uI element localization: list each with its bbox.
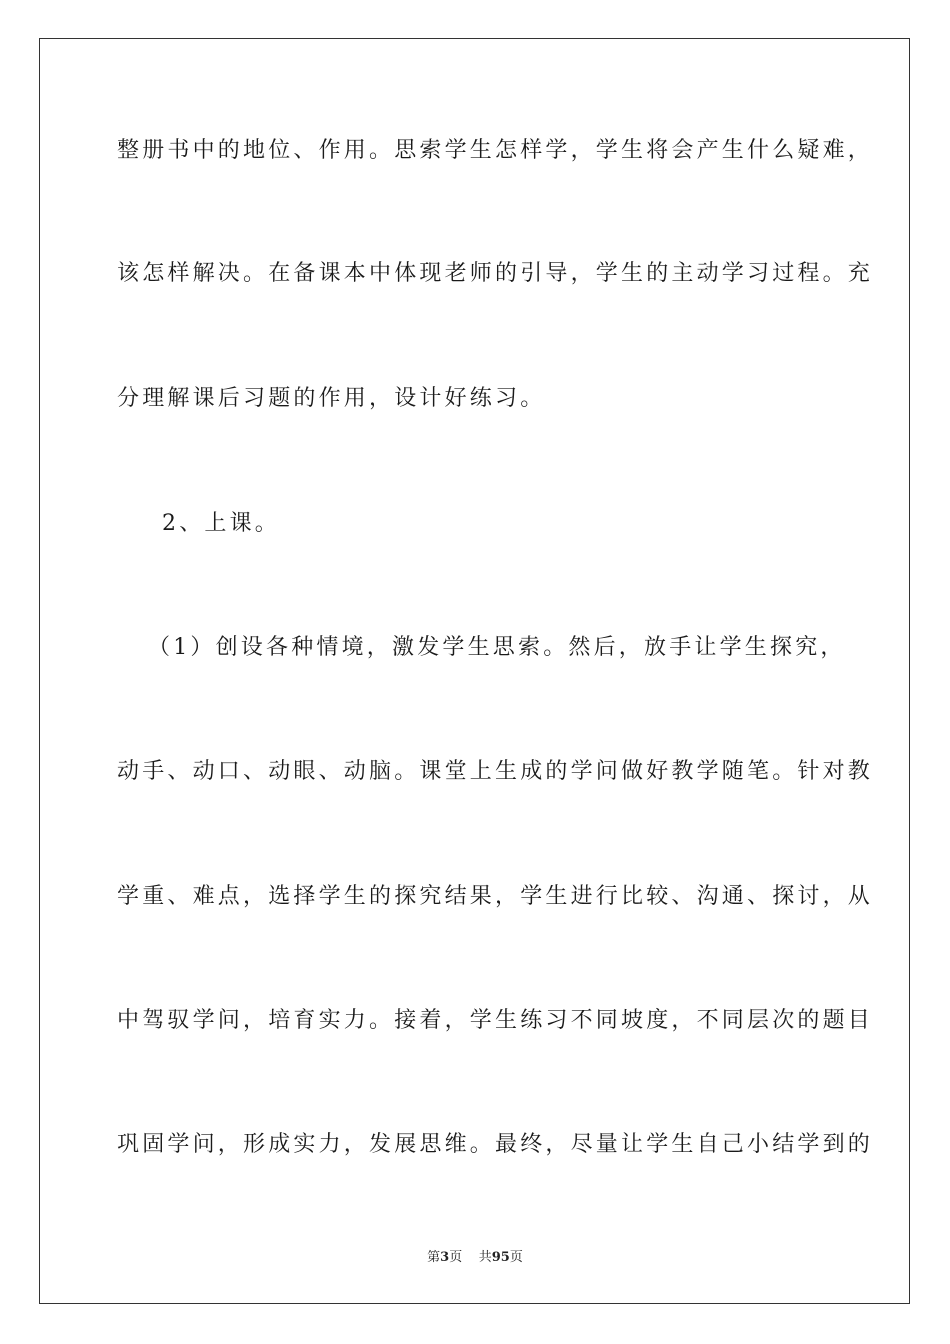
body-line-3: 分理解课后习题的作用，设计好练习。: [117, 386, 546, 411]
body-line-7: 学重、难点，选择学生的探究结果，学生进行比较、沟通、探讨，从: [117, 884, 874, 909]
body-line-1: 整册书中的地位、作用。思索学生怎样学，学生将会产生什么疑难，: [117, 138, 874, 163]
footer-total-pages: 95: [491, 1250, 510, 1265]
footer-total-prefix: 共: [478, 1250, 492, 1265]
page-border: [39, 38, 910, 1304]
body-line-6: 动手、动口、动眼、动脑。课堂上生成的学问做好教学随笔。针对教: [117, 759, 874, 784]
footer-total-suffix: 页: [509, 1250, 523, 1265]
footer-page-number: 3: [440, 1250, 450, 1265]
footer-page-prefix: 第: [427, 1250, 441, 1265]
body-line-9: 巩固学问，形成实力，发展思维。最终，尽量让学生自己小结学到的: [117, 1132, 874, 1157]
body-line-8: 中驾驭学问，培育实力。接着，学生练习不同坡度，不同层次的题目: [117, 1008, 874, 1033]
page-footer: [0, 1250, 950, 1266]
footer-page-suffix: 页: [449, 1250, 463, 1265]
body-line-5: （1）创设各种情境，激发学生思索。然后，放手让学生探究，: [148, 635, 846, 660]
section-heading: 2、上课。: [162, 511, 280, 536]
body-line-2: 该怎样解决。在备课本中体现老师的引导，学生的主动学习过程。充: [117, 261, 874, 286]
